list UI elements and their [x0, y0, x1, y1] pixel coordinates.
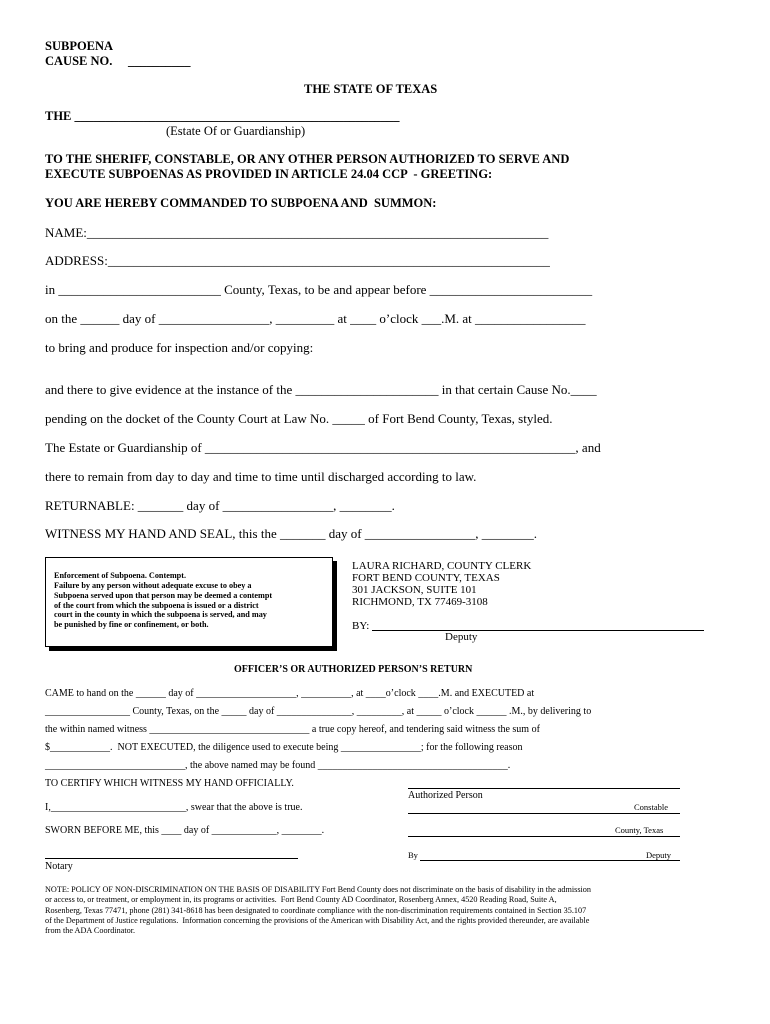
state-heading: THE STATE OF TEXAS [304, 82, 438, 96]
by-signature-line[interactable] [420, 860, 680, 861]
authorized-person-label: Authorized Person [408, 790, 483, 801]
note-line: or access to, or treatment, or employment in, its programs or activities. Fort Bend County AD Coordinator, Rosenberg Annex, 4520 Reading Road, Suite A, [45, 895, 557, 905]
estate-of-line[interactable]: The Estate or Guardianship of _________________________________________________________, and [45, 440, 601, 455]
notary-label: Notary [45, 861, 73, 872]
deputy-label: Deputy [646, 850, 672, 860]
authorized-signature-line[interactable] [408, 788, 680, 789]
clerk-line: LAURA RICHARD, COUNTY CLERK [352, 560, 532, 572]
pending-docket-line[interactable]: pending on the docket of the County Court at Law No. _____ of Fort Bend County, Texas, styled. [45, 411, 553, 426]
return-heading: OFFICER’S OR AUTHORIZED PERSON’S RETURN [234, 664, 473, 675]
ada-note [45, 885, 735, 936]
estate-name-field[interactable]: THE ____________________________________________________ [45, 109, 400, 123]
by-label: By [408, 850, 418, 860]
enforcement-line: Subpoena served upon that person may be deemed a contempt [54, 590, 273, 600]
clerk-line: RICHMOND, TX 77469-3108 [352, 596, 488, 608]
found-line[interactable]: ____________________________, the above named may be found ______________________________________. [45, 760, 511, 771]
certify-line: TO CERTIFY WHICH WITNESS MY HAND OFFICIALLY. [45, 778, 294, 789]
cause-number-field[interactable]: CAUSE NO. __________ [45, 54, 191, 68]
appearance-date-line[interactable]: on the ______ day of _________________, _________ at ____ o’clock ___.M. at _________________ [45, 311, 586, 326]
sheriff-address-line-2: EXECUTE SUBPOENAS AS PROVIDED IN ARTICLE 24.04 CCP - GREETING: [45, 167, 493, 181]
enforcement-line: of the court from which the subpoena is issued or a district [54, 600, 259, 610]
swear-line[interactable]: I,___________________________, swear that the above is true. [45, 802, 303, 813]
subpoena-title: SUBPOENA [45, 39, 114, 53]
enforcement-line: court in the county in which the subpoena is served, and may [54, 610, 267, 620]
enforcement-line: Failure by any person without adequate excuse to obey a [54, 580, 252, 590]
sheriff-address-line-1: TO THE SHERIFF, CONSTABLE, OR ANY OTHER PERSON AUTHORIZED TO SERVE AND [45, 152, 570, 166]
came-to-hand-line[interactable]: CAME to hand on the ______ day of ____________________, __________, at ____o’clock ____.M. and EXECUTED at [45, 688, 535, 699]
commanded-heading: YOU ARE HEREBY COMMANDED TO SUBPOENA AND SUMMON: [45, 196, 437, 210]
witness-seal-line[interactable]: WITNESS MY HAND AND SEAL, this the _______ day of _________________, ________. [45, 526, 538, 541]
notary-signature-line[interactable] [45, 858, 298, 859]
not-executed-line[interactable]: $____________. NOT EXECUTED, the diligence used to execute being ________________; for the following reason [45, 742, 523, 753]
county-appear-line[interactable]: in _________________________ County, Texas, to be and appear before _________________________ [45, 282, 593, 297]
sworn-line[interactable]: SWORN BEFORE ME, this ____ day of _____________, ________. [45, 825, 325, 836]
estate-caption: (Estate Of or Guardianship) [166, 124, 306, 138]
enforcement-line: be punished by fine or confinement, or both. [54, 620, 209, 630]
produce-line: to bring and produce for inspection and/or copying: [45, 340, 314, 355]
enforcement-box [45, 557, 333, 647]
name-field[interactable]: NAME:_______________________________________________________________________ [45, 225, 549, 240]
county-texas-signature-line[interactable] [408, 836, 680, 837]
address-field[interactable]: ADDRESS:____________________________________________________________________ [45, 253, 550, 268]
note-line: of the Department of Justice regulations. Information concerning the provisions of the American with Disability Act, and the rights provided thereunder, are available [45, 915, 590, 925]
constable-label: Constable [634, 802, 668, 812]
returnable-line[interactable]: RETURNABLE: _______ day of _________________, ________. [45, 498, 395, 513]
clerk-by-label: BY: [352, 620, 370, 632]
constable-signature-line[interactable] [408, 813, 680, 814]
enforcement-title: Enforcement of Subpoena. Contempt. [54, 571, 186, 580]
clerk-line: FORT BEND COUNTY, TEXAS [352, 572, 500, 584]
remain-line: there to remain from day to day and time to time until discharged according to law. [45, 469, 477, 484]
clerk-line: 301 JACKSON, SUITE 101 [352, 584, 477, 596]
named-witness-line[interactable]: the within named witness ________________________________ a true copy hereof, and tendering said witness the sum of [45, 724, 540, 735]
note-line: Rosenberg, Texas 77471, phone (281) 341-8618 has been designated to coordinate compliance with the non-discrimination requirements contained in Section 35.107 [45, 905, 587, 915]
evidence-line[interactable]: and there to give evidence at the instance of the ______________________ in that certain Cause No.____ [45, 382, 597, 397]
clerk-signature-line[interactable] [372, 630, 704, 631]
note-line: from the ADA Coordinator. [45, 926, 136, 935]
note-line: NOTE: POLICY OF NON-DISCRIMINATION ON THE BASIS OF DISABILITY Fort Bend County does not discriminate on the basis of disability in the admission [45, 885, 591, 894]
county-texas-label: County, Texas [615, 825, 664, 835]
executed-county-line[interactable]: _________________ County, Texas, on the _____ day of _______________, _________, at _____ o’clock ______ .M., by delivering to [45, 706, 592, 717]
clerk-deputy-label: Deputy [445, 631, 478, 643]
